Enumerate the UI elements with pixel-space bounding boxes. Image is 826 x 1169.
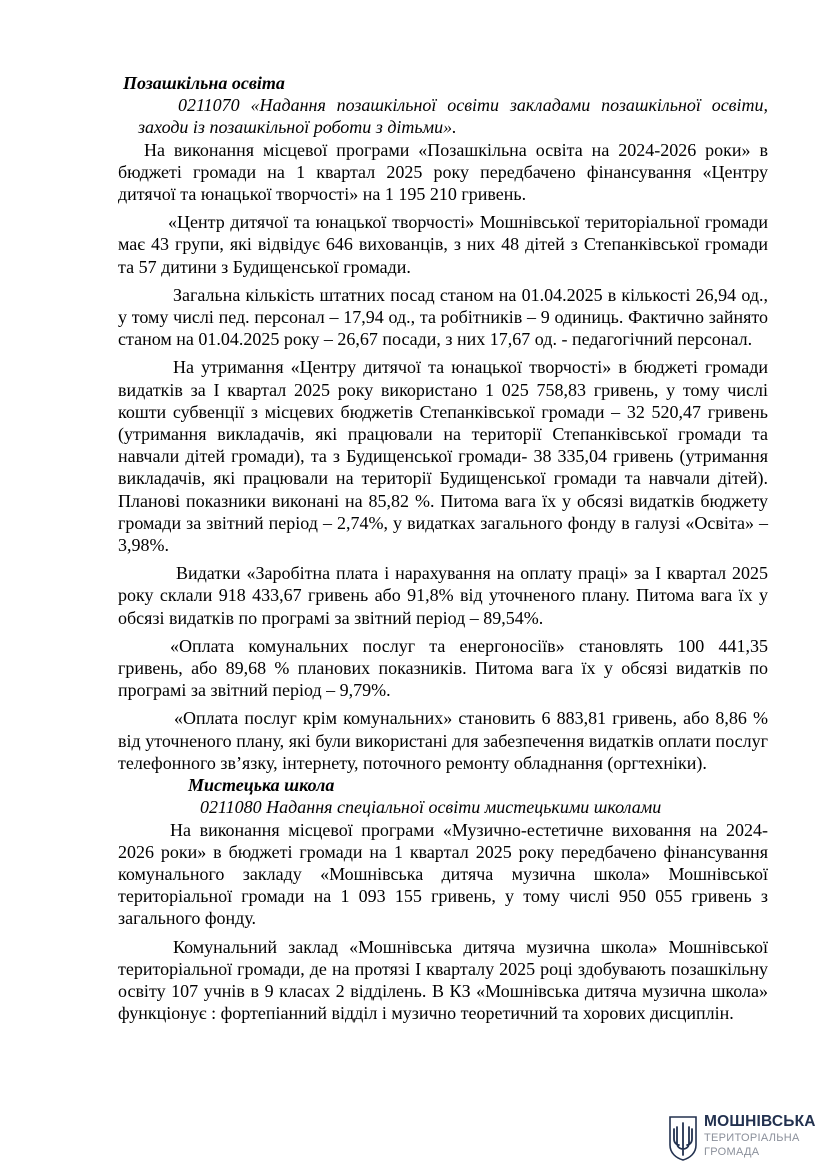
paragraph: Загальна кількість штатних посад станом на 01.04.2025 в кількості 26,94 од., у тому числі пед. персонал – 17,94 од., та робітників – 9 одиниць. Фактично зайнято станом на 01.04.2025 року – 26,67 посади, з них 17,67 од. - педагогічний персонал. <box>118 284 768 350</box>
paragraph: Видатки «Заробітна плата і нарахування на оплату праці» за І квартал 2025 року склали 918 433,67 гривень або 91,8% від уточненого плану. Питома вага їх у обсязі видатків по програмі за звітний період – 89,54%. <box>118 563 768 628</box>
paragraph: Комунальний заклад «Мошнівська дитяча музична школа» Мошнівської територіальної громади, де на протязі І кварталу 2025 році здобувають позашкільну освіту 107 учнів в 9 класах 2 відділень. В КЗ «Мошнівська дитяча музична школа» функціонує : фортепіанний відділ і музично теоретичний та хорових дисциплін. <box>118 936 768 1024</box>
paragraph: На виконання місцевої програми «Музично-естетичне виховання на 2024-2026 роки» в бюджеті громади на 1 квартал 2025 року передбачено фінансування комунального закладу «Мошнівська дитяча музична школа» Мошнівської територіальної громади на 1 093 155 гривень, у тому числі 950 055 гривень з загального фонду. <box>118 819 768 929</box>
paragraph: На виконання місцевої програми «Позашкільна освіта на 2024-2026 роки» в бюджеті громади на 1 квартал 2025 року передбачено фінансування «Центру дитячої та юнацької творчості» на 1 195 210 гривень. <box>118 139 768 205</box>
paragraph: «Оплата послуг крім комунальних» становить 6 883,81 гривень, або 8,86 % від уточненого плану, які були використані для забезпечення видатків оплати послуг телефонного зв’язку, інтернету, поточного ремонту обладнання (оргтехніки). <box>118 708 768 773</box>
section-heading-art-school: Мистецька школа <box>188 775 335 796</box>
program-code-0211070: 0211070 «Надання позашкільної освіти закладами позашкільної освіти, заходи із позашкільної роботи з дітьми». <box>138 95 768 138</box>
paragraph: На утримання «Центру дитячої та юнацької творчості» в бюджеті громади видатків за І квартал 2025 року використано 1 025 758,83 гривень, у тому числі кошти субвенції з місцевих бюджетів Степанківської громади – 32 520,47 гривень (утримання викладачів, які працювали на території Степанківської громади та навчали дітей громади), та з Будищенської громади- 38 335,04 гривень (утримання викладачів, які працювали на території Будищенської громади та навчали дітей). Планові показники виконані на 85,82 %. Питома вага їх у обсязі видатків бюджету громади за звітний період – 2,74%, у видатках загального фонду в галузі «Освіта» – 3,98%. <box>118 357 768 556</box>
trident-coat-of-arms-icon <box>668 1115 698 1161</box>
logo-subtitle: ТЕРИТОРІАЛЬНА <box>704 1132 800 1144</box>
logo-title: МОШНІВСЬКА <box>704 1113 816 1130</box>
community-logo <box>668 1113 816 1163</box>
logo-subtitle-2: ГРОМАДА <box>704 1146 760 1158</box>
section-heading-out-of-school-education: Позашкільна освіта <box>123 73 285 93</box>
program-code-0211080: 0211080 Надання спеціальної освіти мистецькими школами <box>200 797 662 818</box>
paragraph: «Центр дитячої та юнацької творчості» Мошнівської територіальної громади має 43 групи, які відвідує 646 вихованців, з них 48 дітей з Степанківської громади та 57 дитини з Будищенської громади. <box>118 212 768 277</box>
document-body <box>118 72 768 1024</box>
paragraph: «Оплата комунальних послуг та енергоносіїв» становлять 100 441,35 гривень, або 89,68 % планових показників. Питома вага їх у обсязі видатків по програмі за звітний період – 9,79%. <box>118 635 768 701</box>
